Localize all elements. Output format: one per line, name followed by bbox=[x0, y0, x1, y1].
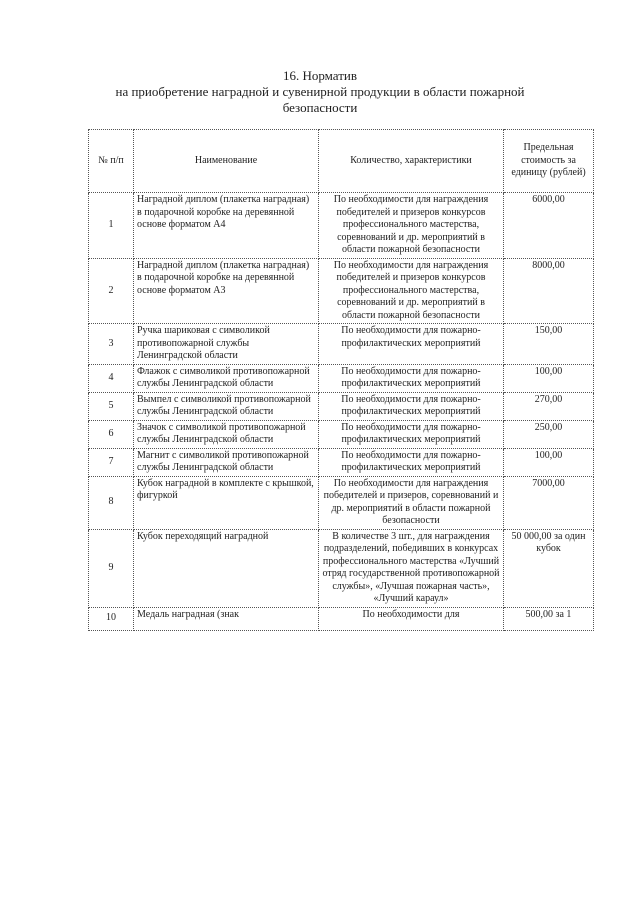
row-name: Ручка шариковая с символикой противопожарной службы Ленинградской области bbox=[134, 324, 319, 365]
header-name: Наименование bbox=[134, 130, 319, 193]
row-price: 7000,00 bbox=[504, 476, 594, 529]
table-row bbox=[89, 364, 594, 392]
row-name: Кубок наградной в комплекте с крышкой, фигуркой bbox=[134, 476, 319, 529]
row-num: 6 bbox=[89, 420, 134, 448]
table-row bbox=[89, 529, 594, 607]
row-name: Наградной диплом (плакетка наградная) в подарочной коробке на деревянной основе форматом А4 bbox=[134, 193, 319, 259]
table-header-row bbox=[89, 130, 594, 193]
row-qty: По необходимости для награждения победителей и призеров конкурсов профессионального мастерства, соревнований и др. мероприятий в области пожарной безопасности bbox=[319, 258, 504, 324]
header-num: № п/п bbox=[89, 130, 134, 193]
row-price: 6000,00 bbox=[504, 193, 594, 259]
table-row bbox=[89, 448, 594, 476]
row-num: 1 bbox=[89, 193, 134, 259]
table-row bbox=[89, 420, 594, 448]
row-price: 100,00 bbox=[504, 364, 594, 392]
row-name: Значок с символикой противопожарной службы Ленинградской области bbox=[134, 420, 319, 448]
table-row bbox=[89, 607, 594, 630]
row-num: 7 bbox=[89, 448, 134, 476]
row-qty: По необходимости для награждения победителей и призеров конкурсов профессионального мастерства, соревнований и др. мероприятий в области пожарной безопасности bbox=[319, 193, 504, 259]
header-price: Предельная стоимость за единицу (рублей) bbox=[504, 130, 594, 193]
row-num: 8 bbox=[89, 476, 134, 529]
row-name: Флажок с символикой противопожарной службы Ленинградской области bbox=[134, 364, 319, 392]
row-qty: По необходимости для пожарно-профилактических мероприятий bbox=[319, 364, 504, 392]
row-name: Магнит с символикой противопожарной службы Ленинградской области bbox=[134, 448, 319, 476]
table-row bbox=[89, 258, 594, 324]
row-qty: По необходимости для награждения победителей и призеров, соревнований и др. мероприятий в области пожарной безопасности bbox=[319, 476, 504, 529]
row-price: 250,00 bbox=[504, 420, 594, 448]
document-subtitle-line2: безопасности bbox=[282, 100, 358, 115]
row-num: 4 bbox=[89, 364, 134, 392]
row-price: 270,00 bbox=[504, 392, 594, 420]
row-name: Наградной диплом (плакетка наградная) в подарочной коробке на деревянной основе форматом А3 bbox=[134, 258, 319, 324]
table-row bbox=[89, 392, 594, 420]
row-qty: По необходимости для пожарно-профилактических мероприятий bbox=[319, 420, 504, 448]
table-row bbox=[89, 476, 594, 529]
table-row bbox=[89, 324, 594, 365]
document-heading bbox=[80, 68, 560, 116]
row-price: 500,00 за 1 bbox=[504, 607, 594, 630]
header-qty: Количество, характеристики bbox=[319, 130, 504, 193]
row-num: 5 bbox=[89, 392, 134, 420]
row-qty: В количестве 3 шт., для награждения подразделений, победивших в конкурсах профессионального мастерства «Лучший отряд государственной противопожарной службы», «Лучшая пожарная часть», «Лучший караул» bbox=[319, 529, 504, 607]
row-num: 2 bbox=[89, 258, 134, 324]
row-name: Кубок переходящий наградной bbox=[134, 529, 319, 607]
row-price: 150,00 bbox=[504, 324, 594, 365]
document-title: 16. Норматив bbox=[282, 68, 358, 83]
row-qty: По необходимости для пожарно-профилактических мероприятий bbox=[319, 448, 504, 476]
document-subtitle-line1: на приобретение наградной и сувенирной продукции в области пожарной bbox=[115, 84, 525, 99]
row-price: 100,00 bbox=[504, 448, 594, 476]
row-num: 10 bbox=[89, 607, 134, 630]
row-qty: По необходимости для пожарно-профилактических мероприятий bbox=[319, 392, 504, 420]
row-qty: По необходимости для пожарно-профилактических мероприятий bbox=[319, 324, 504, 365]
row-name: Вымпел с символикой противопожарной службы Ленинградской области bbox=[134, 392, 319, 420]
row-qty: По необходимости для bbox=[319, 607, 504, 630]
row-name: Медаль наградная (знак bbox=[134, 607, 319, 630]
norms-table bbox=[88, 129, 594, 631]
row-price: 8000,00 bbox=[504, 258, 594, 324]
row-price: 50 000,00 за один кубок bbox=[504, 529, 594, 607]
table-row bbox=[89, 193, 594, 259]
row-num: 9 bbox=[89, 529, 134, 607]
row-num: 3 bbox=[89, 324, 134, 365]
